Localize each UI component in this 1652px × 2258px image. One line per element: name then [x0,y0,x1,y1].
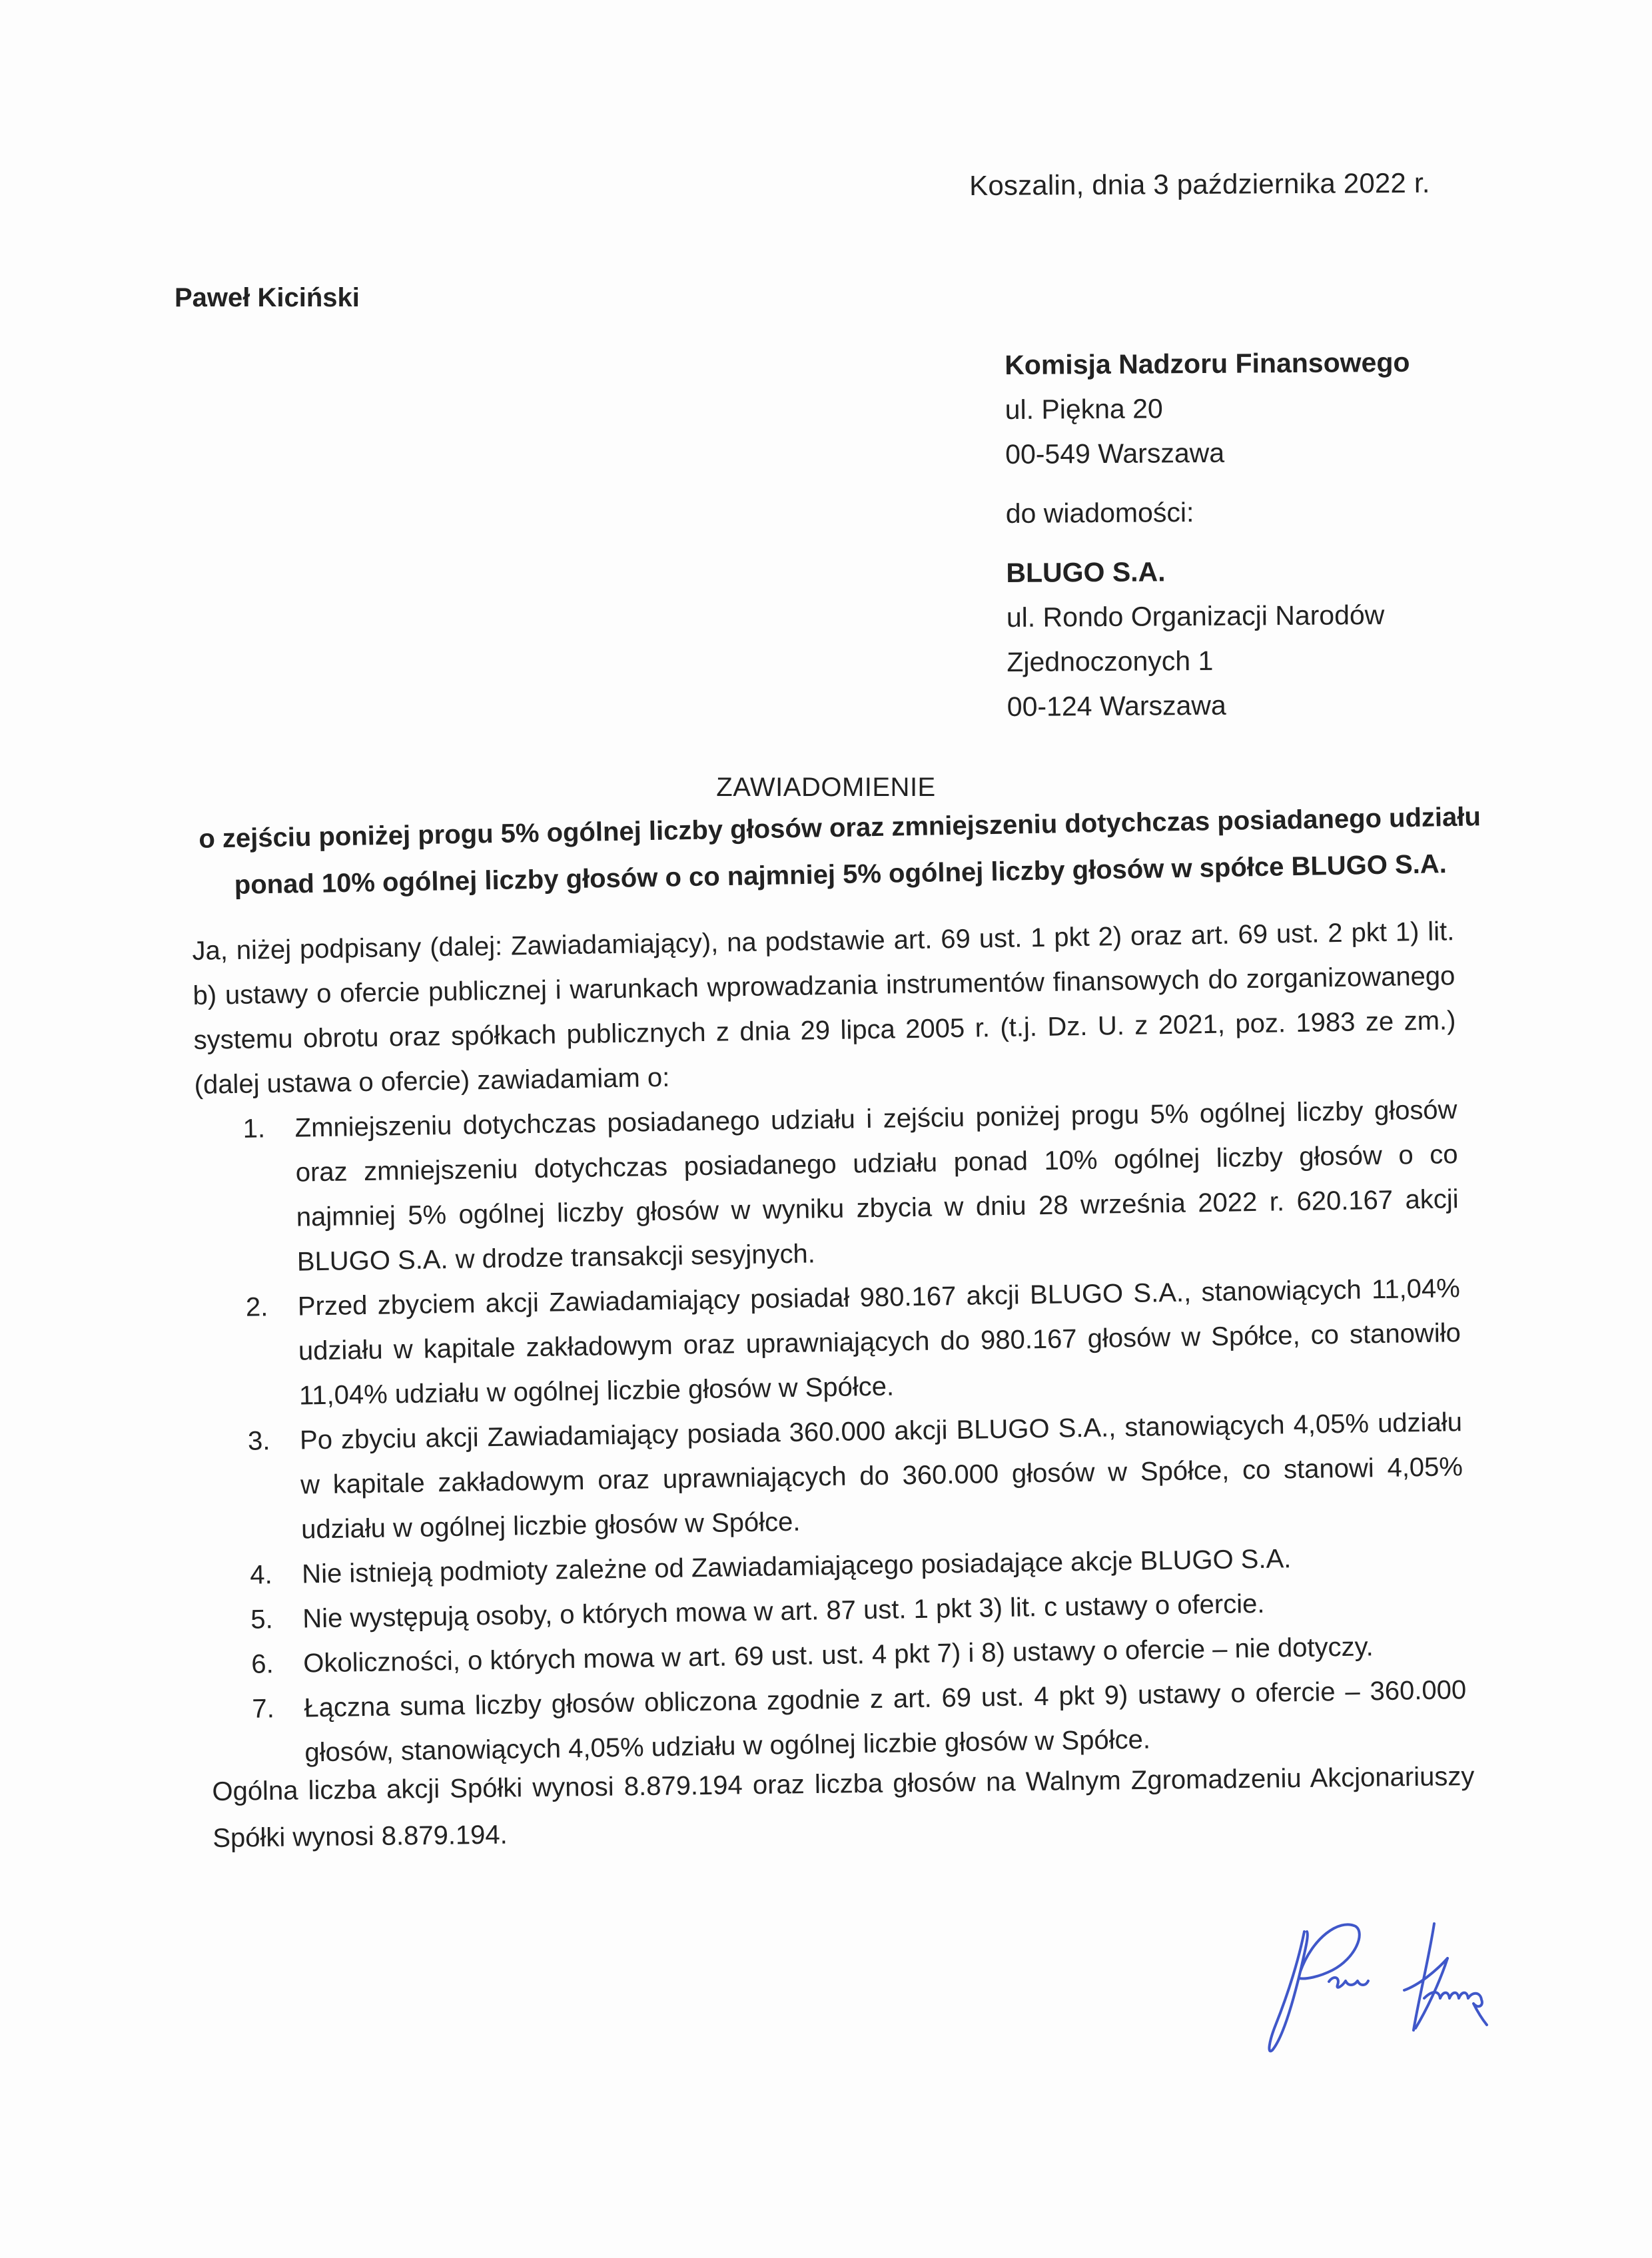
list-item [242,1088,1459,1284]
notification-items-list [195,1088,1467,1777]
list-item-text: Nie występują osoby, o których mowa w art. 87 ust. 1 pkt 3) lit. c ustawy o ofercie. [302,1589,1265,1634]
list-item [245,1266,1461,1418]
list-item-number: 6. [251,1649,274,1679]
closing-paragraph: Ogólna liczba akcji Spółki wynosi 8.879.194 oraz liczba głosów na Walnym Zgromadzeniu Akcjonariuszy Spółki wynosi 8.879.194. [212,1761,1475,1853]
recipient-secondary-name: BLUGO S.A. [1006,556,1166,588]
recipient-secondary-city: 00-124 Warszawa [1007,689,1226,722]
list-item-number: 1. [242,1114,266,1144]
list-item-text: Przed zbyciem akcji Zawiadamiający posiadał 980.167 akcji BLUGO S.A., stanowiących 11,04% udziału w kapitale zakładowym oraz uprawniających do 980.167 głosów w Spółce, co stanowiło 11,04% udziału w ogólnej liczbie głosów w Spółce. [297,1274,1461,1411]
list-item-number: 3. [247,1426,270,1456]
list-item-text: Zmniejszeniu dotychczas posiadanego udziału i zejściu poniżej progu 5% ogólnej liczby głosów oraz zmniejszeniu dotychczas posiadanego udziału ponad 10% ogólnej liczby głosów o co najmniej 5% ogólnej liczby głosów w wyniku zbycia w dniu 28 września 2022 r. 620.167 akcji BLUGO S.A. w drodze transakcji sesyjnych. [294,1095,1459,1277]
recipients-block [1005,340,1412,729]
subject-line-1: o zejściu poniżej progu 5% ogólnej liczby głosów oraz zmniejszeniu dotychczas posiadanego udziału [198,802,1481,854]
document-body [192,909,1467,1777]
document-title: ZAWIADOMIENIE [716,773,936,802]
list-item [247,1400,1464,1552]
sender-name: Paweł Kiciński [175,283,360,312]
list-item-number: 2. [245,1292,268,1322]
recipient-secondary-street-line2: Zjednoczonych 1 [1007,645,1214,677]
list-item-text: Łączna suma liczby głosów obliczona zgodnie z art. 69 ust. 4 pkt 9) ustawy o ofercie – 360.000 głosów, stanowiących 4,05% udziału w ogólnej liczbie głosów w Spółce. [304,1675,1467,1768]
recipient-primary-street: ul. Piękna 20 [1005,393,1163,425]
recipient-primary-city: 00-549 Warszawa [1005,437,1225,470]
signature-icon [1226,1892,1525,2065]
list-item-number: 5. [250,1605,273,1635]
list-item-text: Nie istnieją podmioty zależne od Zawiadamiającego posiadające akcje BLUGO S.A. [301,1544,1292,1589]
list-item-number: 4. [249,1560,272,1590]
document-subject [173,793,1507,910]
cc-label: do wiadomości: [1005,497,1194,529]
subject-line-2: ponad 10% ogólnej liczby głosów o co najmniej 5% ogólnej liczby głosów w spółce BLUGO S.A. [234,849,1447,900]
list-item-text: Okoliczności, o których mowa w art. 69 ust. ust. 4 pkt 7) i 8) ustawy o ofercie – nie dotyczy. [302,1632,1374,1679]
intro-paragraph: Ja, niżej podpisany (dalej: Zawiadamiający), na podstawie art. 69 ust. 1 pkt 2) oraz art. 69 ust. 2 pkt 1) lit. b) ustawy o ofercie publicznej i warunkach wprowadzania instrumentów finansowych do zorganizowanego systemu obrotu oraz spółkach publicznych z dnia 29 lipca 2005 r. (t.j. Dz. U. z 2021, poz. 1983 ze zm.) (dalej ustawa o ofercie) zawiadamiam o: [192,917,1456,1100]
recipient-secondary-street-line1: ul. Rondo Organizacji Narodów [1006,599,1385,633]
handwritten-signature [1226,1892,1525,2065]
recipient-primary-name: Komisja Nadzoru Finansowego [1005,346,1410,380]
list-item-number: 7. [252,1694,275,1724]
place-and-date: Koszalin, dnia 3 października 2022 r. [969,167,1430,201]
list-item-text: Po zbyciu akcji Zawiadamiający posiada 360.000 akcji BLUGO S.A., stanowiących 4,05% udziału w kapitale zakładowym oraz uprawniających do 360.000 głosów w Spółce, co stanowi 4,05% udziału w ogólnej liczbie głosów w Spółce. [299,1407,1463,1545]
